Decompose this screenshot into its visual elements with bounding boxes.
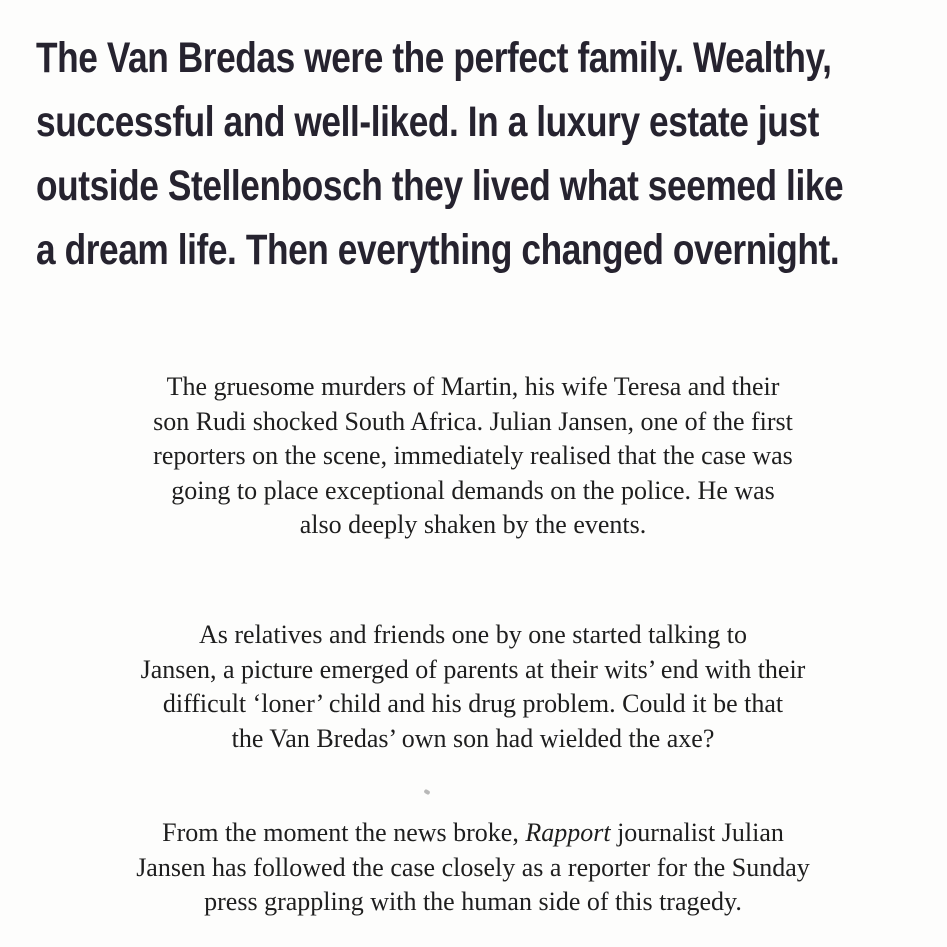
paragraph-line: press grappling with the human side of this tragedy. xyxy=(204,887,742,916)
line-text: From the moment the news broke, xyxy=(162,818,526,847)
paragraph-line: As relatives and friends one by one started talking to xyxy=(198,620,748,649)
headline-line: outside Stellenbosch they lived what seemed like xyxy=(36,162,844,210)
paragraph-line: Jansen has followed the case closely as a reporter for the Sunday xyxy=(136,852,810,882)
headline xyxy=(36,26,844,282)
paragraph-murders xyxy=(40,370,906,543)
paragraph-line: The gruesome murders of Martin, his wife Teresa and their xyxy=(166,372,780,401)
paragraph-line: reporters on the scene, immediately realised that the case was xyxy=(153,441,793,470)
paragraph-line: going to place exceptional demands on the police. He was xyxy=(171,475,775,505)
paragraph-line: Jansen, a picture emerged of parents at their wits’ end with their xyxy=(140,654,806,684)
paragraph-relatives xyxy=(40,618,906,756)
line-text: journalist Julian xyxy=(610,818,784,847)
headline-line: The Van Bredas were the perfect family. Wealthy, xyxy=(36,34,832,82)
paragraph-journalist xyxy=(40,816,906,920)
headline-line: a dream life. Then everything changed overnight. xyxy=(36,226,840,274)
headline-line: successful and well-liked. In a luxury estate just xyxy=(36,98,819,146)
paragraph-line xyxy=(40,816,906,851)
paragraph-line: difficult ‘loner’ child and his drug problem. Could it be that xyxy=(162,689,784,718)
paragraph-line: son Rudi shocked South Africa. Julian Jansen, one of the first xyxy=(153,406,793,436)
publication-name: Rapport xyxy=(525,818,611,847)
paragraph-line: also deeply shaken by the events. xyxy=(299,510,647,539)
print-speck xyxy=(423,789,430,795)
paragraph-line: the Van Bredas’ own son had wielded the axe? xyxy=(231,723,715,753)
